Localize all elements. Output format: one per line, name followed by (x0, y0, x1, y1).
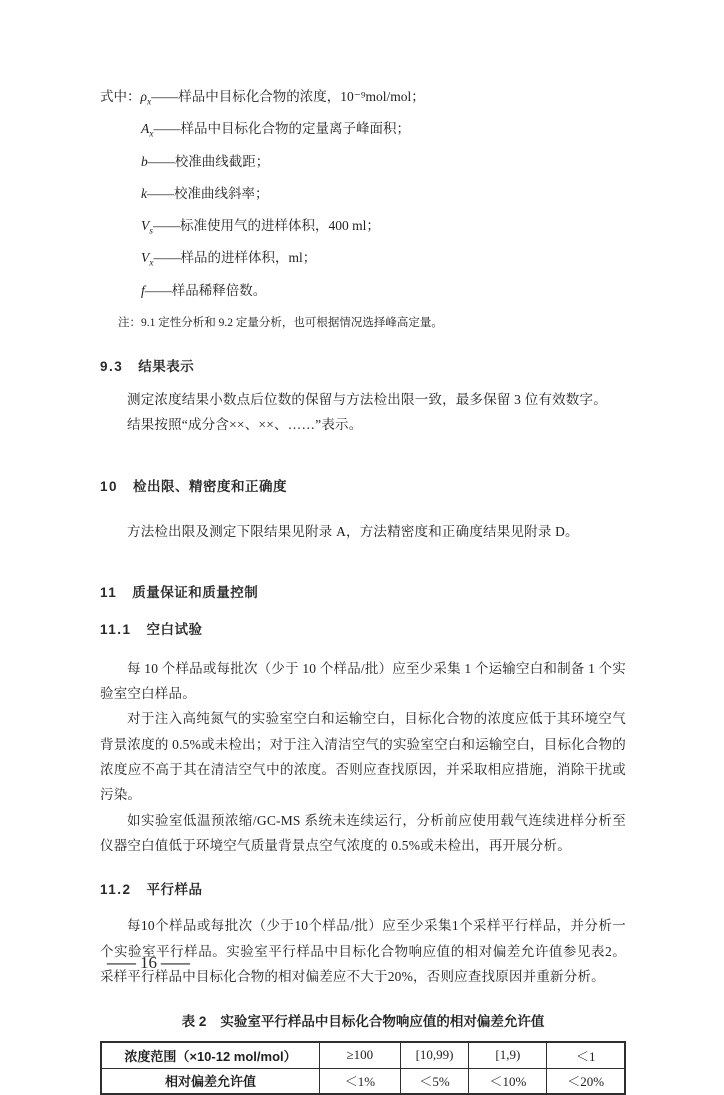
section-number: 11 (100, 584, 118, 600)
paragraph: 测定浓度结果小数点后位数的保留与方法检出限一致，最多保留 3 位有效数字。 (127, 391, 607, 407)
formula-intro-label: 式中： (100, 89, 141, 104)
paragraph: 方法检出限及测定下限结果见附录 A，方法精密度和正确度结果见附录 D。 (127, 523, 579, 539)
paragraph: 如实验室低温预浓缩/GC-MS 系统未连续运行，分析前应使用载气连续进样分析至仪器空白值低于环境空气质量背景点空气浓度的 0.5%或未检出，再开展分析。 (100, 812, 626, 853)
paragraph: 对于注入高纯氮气的实验室空白和运输空白，目标化合物的浓度应低于其环境空气背景浓度的 0.5%或未检出；对于注入清洁空气的实验室空白和运输空白，目标化合物的浓度应不高于其在清洁空气中的浓度。否则应查找原因，并采取相应措施，消除干扰或污染。 (100, 711, 626, 803)
definition-line (100, 116, 626, 148)
paragraph: 结果按照“成分含××、××、……”表示。 (127, 417, 363, 433)
section-heading-11 (100, 581, 626, 601)
section-title: 质量保证和质量控制 (132, 584, 259, 600)
definition-text: ——样品中目标化合物的定量离子峰面积； (153, 121, 410, 137)
table-cell: ＜5% (400, 1068, 469, 1094)
page-footer (103, 953, 194, 973)
section-number: 11.1 (100, 621, 132, 637)
definition-line (100, 245, 626, 277)
definition-line (100, 84, 626, 116)
table2 (100, 1041, 626, 1095)
section-number: 11.2 (100, 882, 132, 898)
page-number: 16 (140, 953, 157, 972)
section-heading-11-2 (100, 878, 626, 898)
paragraph: 每10个样品或每批次（少于10个样品/批）应至少采集1个采样平行样品，并分析一个实验室平行样品。实验室平行样品中目标化合物响应值的相对偏差允许值参见表2。采样平行样品中目标化合物的相对偏差应不大于20%，否则应查找原因并重新分析。 (100, 918, 626, 984)
definition-line (100, 278, 626, 310)
table-cell: [1,9) (469, 1042, 547, 1068)
table-cell: [10,99) (400, 1042, 469, 1068)
table-cell: ＜20% (547, 1068, 625, 1094)
table2-caption-label: 表 2 (181, 1014, 207, 1030)
section-heading-9-3 (100, 355, 626, 375)
page-content (100, 84, 626, 1095)
section-number: 9.3 (100, 358, 124, 374)
table-cell: ＜10% (469, 1068, 547, 1094)
symbol-v-s: $V_s$ (141, 218, 153, 237)
section-title: 空白试验 (146, 621, 203, 637)
symbol-v-x: $V_x$ (141, 250, 154, 270)
table-cell-concentration-range: 浓度范围（×10-12 mol/mol） (101, 1042, 320, 1068)
definition-line (100, 181, 626, 213)
footer-dash-left: — (107, 953, 136, 972)
definition-text: ——校准曲线截距； (147, 153, 270, 169)
definition-text: ——样品稀释倍数。 (144, 282, 267, 298)
definition-text: ——样品中目标化合物的浓度，10⁻⁹mol/mol； (151, 89, 425, 104)
table-cell: ＜1 (547, 1042, 625, 1068)
section-number: 10 (100, 478, 119, 494)
note-line: 注：9.1 定性分析和 9.2 定量分析，也可根据情况选择峰高定量。 (118, 316, 443, 329)
definition-line (100, 149, 626, 181)
table-cell: ＜1% (320, 1068, 401, 1094)
symbol-rho-x: $\rho_x$ (140, 89, 152, 108)
section-title: 结果表示 (138, 358, 195, 374)
footer-dash-right: — (161, 953, 190, 972)
paragraph: 每 10 个样品或每批次（少于 10 个样品/批）应至少采集 1 个运输空白和制备 1 个实验室空白样品。 (100, 660, 626, 702)
definition-text: ——样品的进样体积，ml； (153, 250, 317, 266)
definition-text: ——标准使用气的进样体积，400 ml； (152, 218, 380, 234)
table-row (101, 1042, 625, 1068)
definition-text: ——校准曲线斜率； (147, 185, 269, 201)
symbol-k: k (141, 185, 147, 201)
section-title: 检出限、精密度和正确度 (133, 478, 288, 494)
section-heading-11-1 (100, 618, 626, 638)
section-title: 平行样品 (146, 882, 203, 898)
symbol-f: f (141, 282, 145, 298)
table-row (101, 1068, 625, 1094)
table-cell: ≥100 (320, 1042, 401, 1068)
symbol-a-x: $A_x$ (141, 121, 154, 140)
table-cell-relative-deviation: 相对偏差允许值 (101, 1068, 320, 1094)
formula-definitions (100, 84, 626, 334)
definition-line (100, 213, 626, 245)
table2-caption (100, 1010, 626, 1030)
symbol-b: b (141, 153, 148, 169)
table2-caption-title: 实验室平行样品中目标化合物响应值的相对偏差允许值 (220, 1014, 545, 1030)
section-heading-10 (100, 475, 626, 495)
